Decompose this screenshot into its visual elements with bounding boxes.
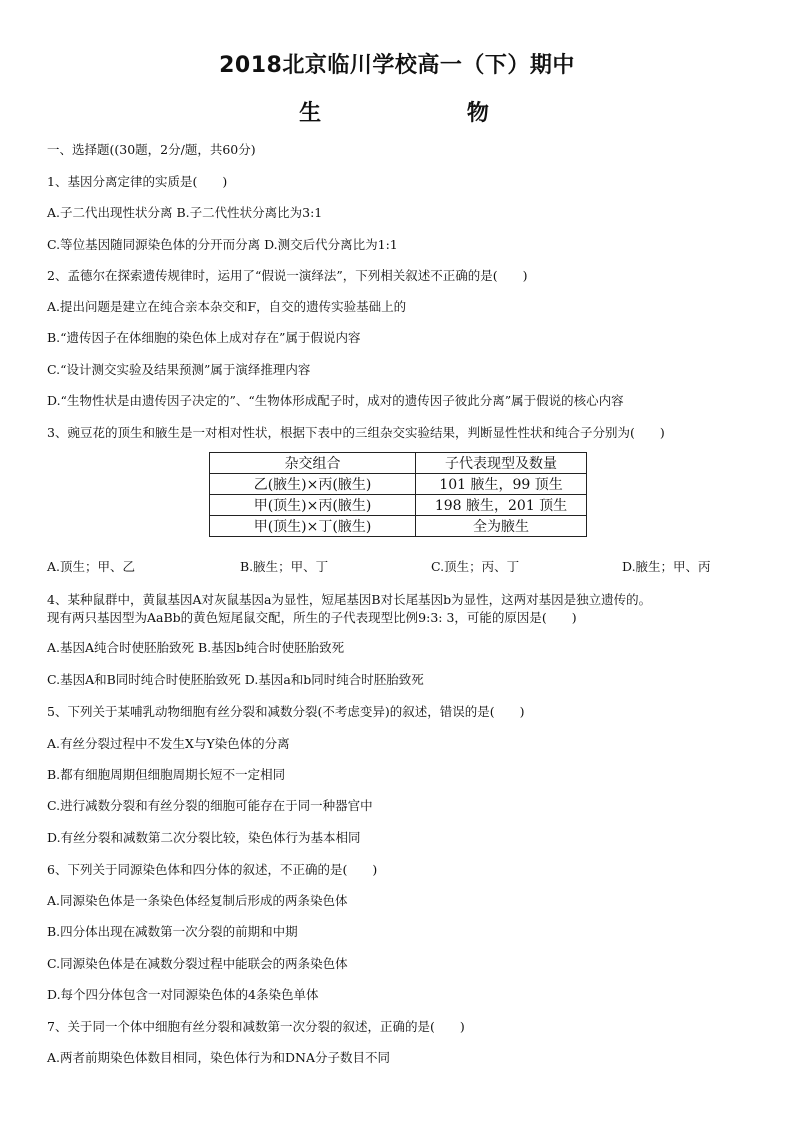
q5-option-d: D.有丝分裂和减数第二次分裂比较，染色体行为基本相同 [47,830,361,845]
q1-stem: 1、基因分离定律的实质是( ) [47,174,228,189]
table-header-row [210,453,587,474]
q3-option-d: D.腋生；甲、丙 [622,559,711,574]
q4-options-cd: C.基因A和B同时纯合时使胚胎致死 D.基因a和b同时纯合时胚胎致死 [47,672,424,687]
q3-option-b: B.腋生；甲、丁 [240,559,329,574]
q7-option-a: A.两者前期染色体数目相同，染色体行为和DNA分子数目不同 [47,1050,390,1065]
q5-option-a: A.有丝分裂过程中不发生X与Y染色体的分离 [47,736,290,751]
table-row [210,474,587,495]
q5-stem: 5、下列关于某哺乳动物细胞有丝分裂和减数分裂(不考虑变异)的叙述，错误的是( ) [47,704,525,719]
q3-stem: 3、豌豆花的顶生和腋生是一对相对性状，根据下表中的三组杂交实验结果，判断显性性状和纯合子分别为( ) [47,425,665,440]
q3-option-a: A.顶生；甲、乙 [47,559,136,574]
q4-options-ab: A.基因A纯合时使胚胎致死 B.基因b纯合时使胚胎致死 [47,640,345,655]
table-cell: 101 腋生，99 顶生 [416,474,587,495]
q1-options-ab: A.子二代出现性状分离 B.子二代性状分离比为3:1 [47,205,323,220]
q6-stem: 6、下列关于同源染色体和四分体的叙述，不正确的是( ) [47,862,378,877]
q2-stem: 2、孟德尔在探索遗传规律时，运用了“假说一演绎法”，下列相关叙述不正确的是( ) [47,268,528,283]
table-cell: 乙(腋生)×丙(腋生) [210,474,416,495]
q4-stem-line1: 4、某种鼠群中，黄鼠基因A对灰鼠基因a为显性，短尾基因B对长尾基因b为显性，这两对基因是独立遗传的。 [47,592,652,607]
table-cell: 全为腋生 [416,516,587,537]
q2-option-a: A.提出问题是建立在纯合亲本杂交和F，自交的遗传实验基础上的 [47,299,407,314]
q4-stem-line2: 现有两只基因型为AaBb的黄色短尾鼠交配，所生的子代表现型比例9:3: 3，可能的原因是( ) [47,610,577,625]
section-heading: 一、选择题((30题，2分/题，共60分) [47,142,256,157]
q5-option-c: C.进行减数分裂和有丝分裂的细胞可能存在于同一种器官中 [47,798,373,813]
table-row [210,495,587,516]
q3-option-c: C.顶生；丙、丁 [431,559,520,574]
q2-option-d: D.“生物性状是由遗传因子决定的”、“生物体形成配子时，成对的遗传因子彼此分离”属于假说的核心内容 [47,393,624,408]
subject-title: 生 物 [299,101,535,126]
q1-options-cd: C.等位基因随同源染色体的分开而分离 D.测交后代分离比为1:1 [47,237,398,252]
table-cell: 甲(顶生)×丙(腋生) [210,495,416,516]
q2-option-c: C.“设计测交实验及结果预测”属于演绎推理内容 [47,362,311,377]
table-cell: 甲(顶生)×丁(腋生) [210,516,416,537]
table-header-cell: 杂交组合 [210,453,416,474]
q6-option-d: D.每个四分体包含一对同源染色体的4条染色单体 [47,987,319,1002]
q5-option-b: B.都有细胞周期但细胞周期长短不一定相同 [47,767,286,782]
cross-table [209,452,587,537]
q6-option-c: C.同源染色体是在减数分裂过程中能联会的两条染色体 [47,956,348,971]
q2-option-b: B.“遗传因子在体细胞的染色体上成对存在”属于假说内容 [47,330,361,345]
table-row [210,516,587,537]
q7-stem: 7、关于同一个体中细胞有丝分裂和减数第一次分裂的叙述，正确的是( ) [47,1019,465,1034]
table-header-cell: 子代表现型及数量 [416,453,587,474]
q6-option-a: A.同源染色体是一条染色体经复制后形成的两条染色体 [47,893,348,908]
page-title: 2018北京临川学校高一（下）期中 [219,53,575,78]
q6-option-b: B.四分体出现在减数第一次分裂的前期和中期 [47,924,298,939]
table-cell: 198 腋生，201 顶生 [416,495,587,516]
